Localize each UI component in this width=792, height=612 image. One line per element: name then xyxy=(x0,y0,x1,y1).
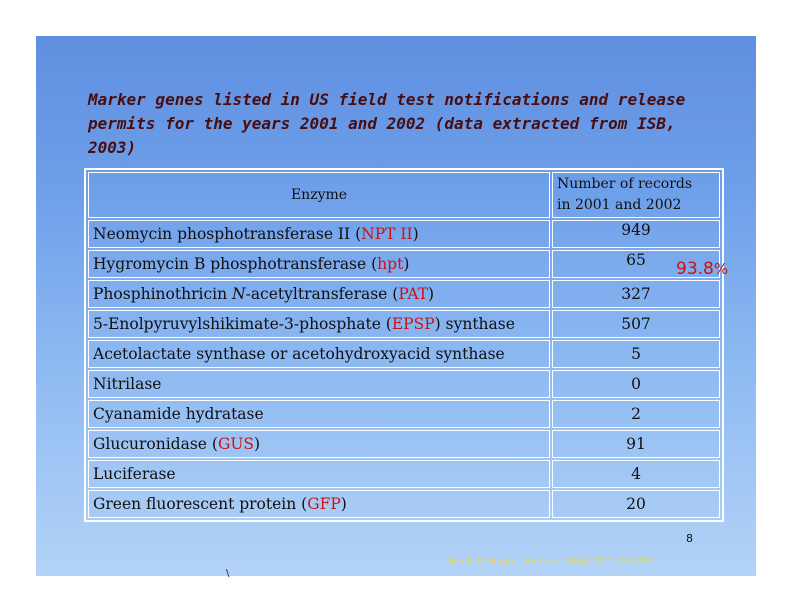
enzyme-abbr: NPT II xyxy=(361,225,413,243)
percentage-value: 93.8 xyxy=(676,259,714,279)
stray-mark: \ xyxy=(226,568,230,579)
header-records-line2: in 2001 and 2002 xyxy=(557,197,682,213)
enzyme-abbr: EPSP xyxy=(391,315,435,333)
count-cell: 507 xyxy=(552,310,720,338)
enzyme-cell xyxy=(88,250,550,278)
enzyme-text: 5-Enolpyruvylshikimate-3-phosphate ( xyxy=(93,315,392,333)
count-cell: 65 xyxy=(552,250,720,278)
percentage-annotation xyxy=(676,259,728,279)
enzyme-abbr: hpt xyxy=(377,255,404,273)
enzyme-cell: Luciferase xyxy=(88,460,550,488)
enzyme-cell: Cyanamide hydratase xyxy=(88,400,550,428)
count-cell: 5 xyxy=(552,340,720,368)
enzyme-abbr: GFP xyxy=(307,495,341,513)
slide xyxy=(36,36,756,576)
enzyme-abbr: PAT xyxy=(398,285,429,303)
table-row xyxy=(88,430,720,458)
page-number: 8 xyxy=(686,532,693,545)
enzyme-text-end: ) synthase xyxy=(434,315,515,333)
enzyme-italic: N xyxy=(232,285,246,303)
enzyme-cell xyxy=(88,310,550,338)
enzyme-cell xyxy=(88,280,550,308)
enzyme-text-mid: -acetyltransferase ( xyxy=(245,285,399,303)
enzyme-text-end: ) xyxy=(412,225,419,243)
slide-title: Marker genes listed in US field test notifications and release permits for the years 2001 and 2002 (data extracted from ISB, 2003) xyxy=(88,90,686,157)
count-cell: 0 xyxy=(552,370,720,398)
enzyme-abbr: GUS xyxy=(217,435,255,453)
marker-genes-table xyxy=(84,168,724,522)
enzyme-text-end: ) xyxy=(403,255,410,273)
percentage-sign: % xyxy=(713,260,729,278)
enzyme-cell xyxy=(88,220,550,248)
count-cell: 949 xyxy=(552,220,720,248)
table-row xyxy=(88,340,720,368)
enzyme-text-end: ) xyxy=(428,285,435,303)
count-cell: 2 xyxy=(552,400,720,428)
header-records xyxy=(552,172,720,218)
header-records-line1: Number of records xyxy=(557,176,693,192)
enzyme-cell: Nitrilase xyxy=(88,370,550,398)
table-row xyxy=(88,370,720,398)
table-row xyxy=(88,280,720,308)
enzyme-text: Glucuronidase ( xyxy=(93,435,218,453)
table-header-row xyxy=(88,172,720,218)
table-row xyxy=(88,490,720,518)
table-row xyxy=(88,220,720,248)
header-enzyme: Enzyme xyxy=(88,172,550,218)
citation-link[interactable]: Miki & McHugh J. Biotech. 2004; 107: 193-232 xyxy=(446,557,654,567)
count-cell: 4 xyxy=(552,460,720,488)
enzyme-cell xyxy=(88,490,550,518)
count-cell: 20 xyxy=(552,490,720,518)
enzyme-text-end: ) xyxy=(254,435,261,453)
enzyme-cell: Acetolactate synthase or acetohydroxyacid synthase xyxy=(88,340,550,368)
table-row xyxy=(88,250,720,278)
count-cell: 91 xyxy=(552,430,720,458)
table-row xyxy=(88,400,720,428)
enzyme-cell xyxy=(88,430,550,458)
table-row xyxy=(88,460,720,488)
table-row xyxy=(88,310,720,338)
enzyme-text: Phosphinothricin xyxy=(93,285,233,303)
enzyme-text: Neomycin phosphotransferase II ( xyxy=(93,225,362,243)
enzyme-text-end: ) xyxy=(340,495,347,513)
count-cell: 327 xyxy=(552,280,720,308)
enzyme-text: Hygromycin B phosphotransferase ( xyxy=(93,255,378,273)
enzyme-text: Green fluorescent protein ( xyxy=(93,495,308,513)
